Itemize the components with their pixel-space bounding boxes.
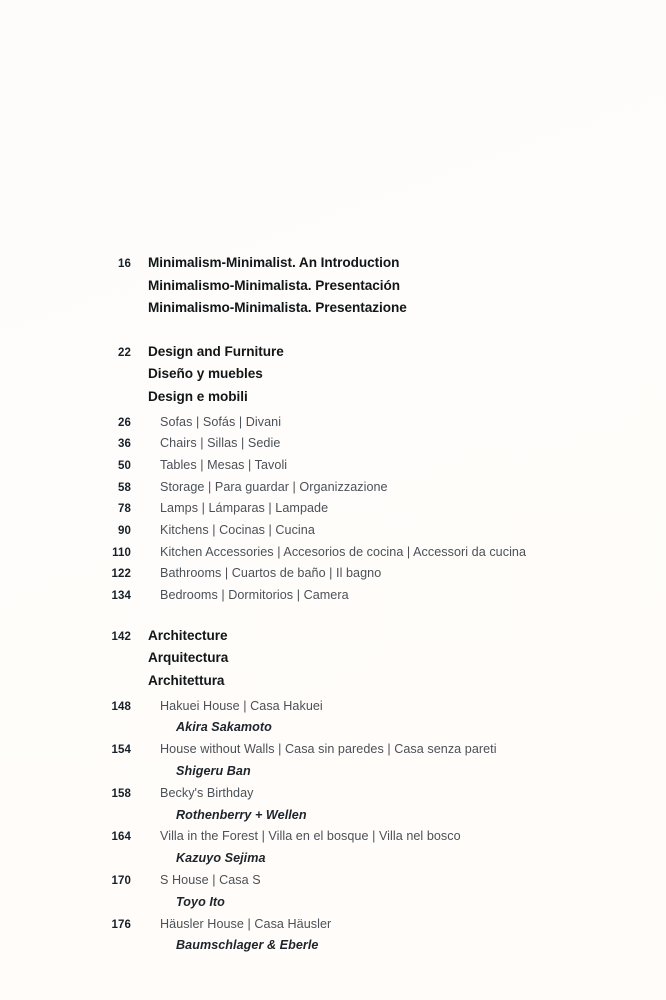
entry-title[interactable]: Bedrooms | Dormitorios | Camera [160,588,349,603]
section-heading-line-en[interactable]: Architecture [148,627,228,643]
toc-entry[interactable] [0,563,666,585]
entry-page-number: 134 [111,590,131,603]
entry-title-row[interactable] [0,739,666,761]
entry-author-row [0,805,666,827]
entry-title-row[interactable] [0,914,666,936]
toc-entry[interactable] [0,826,666,870]
section-heading-line-en[interactable]: Design and Furniture [148,343,284,359]
section-heading-line-it[interactable]: Architettura [148,672,225,688]
entry-page-number: 170 [111,874,131,887]
section-heading-row [0,628,666,651]
toc-entry[interactable] [0,520,666,542]
toc-entry[interactable] [0,783,666,827]
entry-page-number: 176 [111,918,131,931]
entry-author: Toyo Ito [176,894,225,909]
entry-author: Kazuyo Sejima [176,851,266,866]
entry-page-number: 154 [111,744,131,757]
toc-section-architecture [0,628,666,696]
entry-page-number: 122 [111,568,131,581]
entry-author-row [0,892,666,914]
entry-title[interactable]: Tables | Mesas | Tavoli [160,457,288,472]
architecture-entry-list [0,696,666,958]
entry-title[interactable]: House without Walls | Casa sin paredes | Casa senza pareti [160,742,497,757]
entry-page-number: 58 [118,481,131,494]
entry-page-number: 78 [118,503,131,516]
toc-entry[interactable] [0,455,666,477]
entry-page-number: 110 [112,546,131,559]
entry-title[interactable]: Kitchens | Cocinas | Cucina [160,523,315,537]
entry-title[interactable]: S House | Casa S [160,872,261,887]
entry-page-number: 148 [111,700,131,713]
entry-title[interactable]: Sofas | Sofás | Divani [160,414,282,429]
entry-title-row[interactable] [0,870,666,892]
toc-entry[interactable] [0,412,666,434]
entry-page-number: 26 [118,416,131,429]
entry-title[interactable]: Kitchen Accessories | Accesorios de cocina | Accessori da cucina [160,544,527,559]
entry-title-row[interactable] [0,826,666,848]
toc-entry[interactable] [0,914,666,958]
entry-author-row [0,935,666,957]
entry-title[interactable]: Chairs | Sillas | Sedie [160,436,281,451]
section-heading-line-es[interactable]: Minimalismo-Minimalista. Presentación [148,277,400,293]
entry-page-number: 90 [118,525,131,537]
section-heading-row [0,278,666,301]
entry-title-row[interactable] [0,696,666,718]
toc-section-minimalism [0,255,666,323]
entry-title[interactable]: Villa in the Forest | Villa en el bosque | Villa nel bosco [160,829,461,844]
entry-title-row[interactable] [0,783,666,805]
section-heading-row [0,389,666,412]
section-heading-row [0,300,666,323]
entry-page-number: 158 [111,787,131,800]
entry-title[interactable]: Häusler House | Casa Häusler [160,916,332,931]
section-heading-line-en[interactable]: Minimalism-Minimalist. An Introduction [148,255,400,270]
section-spacer [0,607,666,628]
toc-entry[interactable] [0,433,666,455]
section-page-number: 142 [111,630,131,643]
toc-entry[interactable] [0,542,666,564]
section-heading-row [0,366,666,389]
entry-author-row [0,848,666,870]
section-heading-line-it[interactable]: Design e mobili [148,388,248,404]
section-spacer [0,323,666,344]
entry-title[interactable]: Bathrooms | Cuartos de baño | Il bagno [160,566,382,581]
toc-entry[interactable] [0,585,666,607]
entry-title[interactable]: Becky's Birthday [160,785,254,800]
toc-entry[interactable] [0,498,666,520]
section-heading-row [0,673,666,696]
section-heading-row [0,344,666,367]
entry-title[interactable]: Storage | Para guardar | Organizzazione [160,479,388,494]
entry-author-row [0,717,666,739]
toc-entry[interactable] [0,696,666,740]
section-heading-line-es[interactable]: Arquitectura [148,650,229,666]
section-page-number: 16 [118,258,131,270]
section-heading-row [0,255,666,278]
design-entry-list [0,412,666,607]
entry-title[interactable]: Lamps | Lámparas | Lampade [160,501,329,516]
entry-author: Akira Sakamoto [176,720,272,735]
section-heading-row [0,650,666,673]
entry-title[interactable]: Hakuei House | Casa Hakuei [160,698,323,713]
toc-entry[interactable] [0,870,666,914]
entry-page-number: 164 [111,831,131,844]
entry-author: Rothenberry + Wellen [176,807,307,822]
entry-author: Shigeru Ban [176,763,251,778]
section-heading-line-it[interactable]: Minimalismo-Minimalista. Presentazione [148,300,407,316]
entry-page-number: 36 [118,438,131,451]
section-heading-line-es[interactable]: Diseño y muebles [148,366,263,382]
toc-entry[interactable] [0,477,666,499]
toc-section-design-and-furniture [0,344,666,412]
section-page-number: 22 [118,346,131,359]
entry-author-row [0,761,666,783]
entry-page-number: 50 [118,459,131,472]
toc-entry[interactable] [0,739,666,783]
entry-author: Baumschlager & Eberle [176,938,319,953]
table-of-contents [0,255,666,957]
